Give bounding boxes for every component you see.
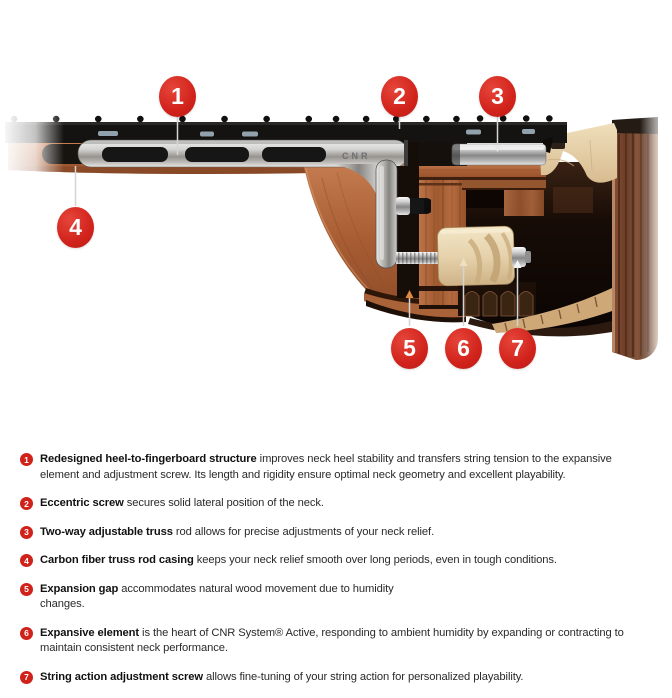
legend (20, 452, 656, 698)
legend-badge-5: 5 (20, 583, 33, 596)
eccentric-screw (396, 197, 431, 215)
legend-badge-3: 3 (20, 526, 33, 539)
legend-text-7: String action adjustment screw allows fine-tuning of your string action for personalized playability. (40, 670, 524, 683)
legend-badge-6: 6 (20, 627, 33, 640)
legend-item-5 (20, 582, 656, 613)
cnr-heel-casting (78, 140, 408, 167)
marker-4: 4 (57, 207, 94, 248)
legend-item-4 (20, 553, 656, 569)
legend-item-1 (20, 452, 656, 483)
expansive-element (437, 226, 514, 286)
marker-7: 7 (499, 328, 536, 369)
casting-slots (102, 147, 326, 162)
legend-badge-1: 1 (20, 453, 33, 466)
legend-badge-7: 7 (20, 671, 33, 684)
legend-badge-4: 4 (20, 554, 33, 567)
casting-engraving: CNR (342, 151, 371, 161)
right-edge-fade (640, 80, 672, 400)
left-edge-fade (0, 80, 64, 400)
legend-item-6 (20, 626, 656, 657)
legend-item-7 (20, 670, 656, 686)
legend-text-3: Two-way adjustable truss rod allows for precise adjustments of your neck relief. (40, 525, 435, 538)
legend-text-2: Eccentric screw secures solid lateral position of the neck. (40, 497, 324, 509)
legend-text-5: Expansion gap accommodates natural wood movement due to humidity changes. (40, 582, 394, 610)
legend-text-1: Redesigned heel-to-fingerboard structure improves neck heel stability and transfers string tension to the expansive element and adjustment screw. Its length and rigidity ensure optimal neck geometry and excellent playability. (40, 453, 612, 481)
frets (14, 119, 562, 120)
marker-1: 1 (159, 76, 196, 117)
adjustment-screw-shaft (396, 252, 444, 264)
legend-item-3 (20, 525, 656, 541)
kerfed-lining-blocks (458, 282, 536, 316)
marker-5: 5 (391, 328, 428, 369)
legend-text-6: Expansive element is the heart of CNR System® Active, responding to ambient humidity by expanding or contracting to maintain consistent neck performance. (40, 626, 624, 654)
legend-badge-2: 2 (20, 497, 33, 510)
legend-text-4: Carbon fiber truss rod casing keeps your neck relief smooth over long periods, even in tough conditions. (40, 554, 557, 566)
legend-item-2 (20, 496, 656, 512)
marker-6: 6 (445, 328, 482, 369)
marker-3: 3 (479, 76, 516, 117)
marker-2: 2 (381, 76, 418, 117)
